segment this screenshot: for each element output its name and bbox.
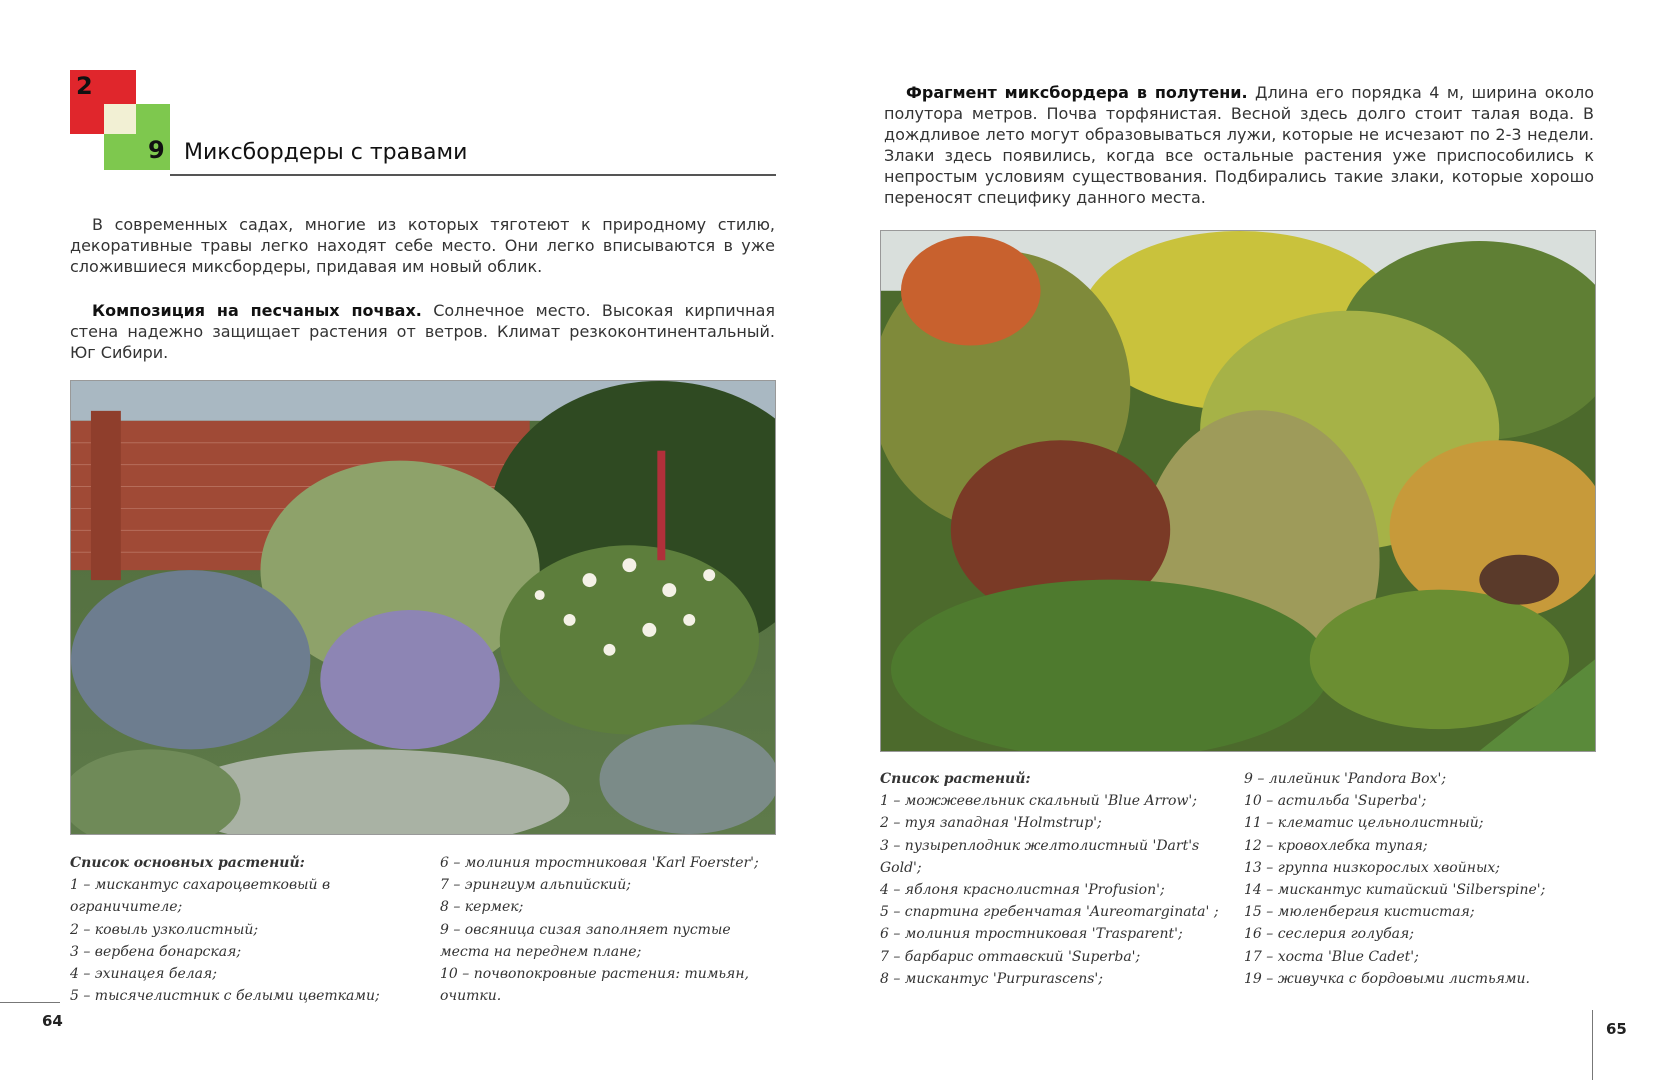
list-item: 3 – вербена бонарская; — [70, 943, 242, 960]
title-rule — [170, 174, 776, 176]
list-item: 12 – кровохлебка тупая; — [1244, 837, 1428, 854]
plant-list-heading-left: Список основных растений: — [70, 855, 305, 871]
chapter-overlap-square — [104, 104, 136, 134]
list-item: 11 – клематис цельнолистный; — [1244, 815, 1484, 832]
plant-list-left-col1 — [70, 852, 430, 1007]
section-paragraph-right — [884, 82, 1594, 208]
list-item: 8 – кермек; — [440, 899, 524, 916]
footer-rule-right — [1592, 1010, 1593, 1080]
footer-rule-left — [0, 1002, 60, 1003]
section-text-right: Длина его порядка 4 м, ширина около полутора метров. Почва торфянистая. Весной здесь долго стоит талая вода. В дождливое лето могут образовываться лужи, которые не исчезают по 2-3 недели. Злаки здесь появились, когда все остальные растения уже приспособились к непростым условиям существования. Подбирались такие злаки, которые хорошо переносят специфику данного места. — [884, 83, 1594, 207]
garden-photo-partial-shade — [880, 230, 1596, 752]
list-item: 9 – овсяница сизая заполняет пустые места на переднем плане; — [440, 921, 731, 960]
plant-list-heading-right: Список растений: — [880, 771, 1031, 787]
plant-list-right-col1 — [880, 768, 1230, 990]
chapter-title: Миксбордеры с травами — [184, 140, 468, 165]
page-number-right: 65 — [1606, 1020, 1627, 1038]
list-item: 16 – сеслерия голубая; — [1244, 926, 1414, 943]
chapter-number-bottom: 9 — [148, 136, 165, 164]
list-item: 19 – живучка с бордовыми листьями. — [1244, 970, 1530, 987]
list-item: 3 – пузыреплодник желтолистный 'Dart's Gold'; — [880, 837, 1200, 876]
section-heading-left: Композиция на песчаных почвах. — [92, 301, 422, 320]
list-item: 5 – тысячелистник с белыми цветками; — [70, 988, 380, 1005]
list-item: 10 – почвопокровные растения: тимьян, очитки. — [440, 966, 749, 1005]
list-item: 1 – мискантус сахароцветковый в ограничителе; — [70, 877, 331, 916]
list-item: 5 – спартина гребенчатая 'Aureomarginata' ; — [880, 904, 1219, 921]
list-item: 1 – можжевельник скальный 'Blue Arrow'; — [880, 793, 1197, 810]
garden-photo-sunny — [70, 380, 776, 835]
list-item: 14 – мискантус китайский 'Silberspine'; — [1244, 882, 1546, 899]
plant-list-left-col2 — [440, 852, 780, 1007]
chapter-number-top: 2 — [76, 72, 93, 100]
section-text-left: Солнечное место. Высокая кирпичная стена надежно защищает растения от ветров. Климат резкоконтинентальный. Юг Сибири. — [70, 301, 775, 362]
list-item: 2 – туя западная 'Holmstrup'; — [880, 815, 1102, 832]
list-item: 6 – молиния тростниковая 'Karl Foerster'; — [440, 855, 759, 871]
list-item: 7 – эрингиум альпийский; — [440, 877, 632, 894]
page-number-left: 64 — [42, 1012, 63, 1030]
list-item: 4 – эхинацея белая; — [70, 966, 217, 983]
list-item: 15 – мюленбергия кистистая; — [1244, 904, 1475, 921]
right-page — [830, 0, 1661, 1080]
plant-list-right-col2 — [1244, 768, 1596, 990]
section-paragraph-left — [70, 300, 775, 363]
section-heading-right: Фрагмент миксбордера в полутени. — [906, 83, 1248, 102]
left-page — [0, 0, 830, 1080]
list-item: 10 – астильба 'Superba'; — [1244, 793, 1427, 810]
list-item: 6 – молиния тростниковая 'Trasparent'; — [880, 926, 1183, 943]
list-item: 13 – группа низкорослых хвойных; — [1244, 859, 1500, 876]
intro-paragraph: В современных садах, многие из которых тяготеют к природному стилю, декоративные травы легко находят себе место. Они легко вписываются в уже сложившиеся миксбордеры, придавая им новый облик. — [70, 215, 775, 276]
list-item: 7 – барбарис оттавский 'Superba'; — [880, 948, 1141, 965]
chapter-marker — [70, 70, 170, 170]
list-item: 9 – лилейник 'Pandora Box'; — [1244, 771, 1447, 787]
list-item: 17 – хоста 'Blue Cadet'; — [1244, 948, 1419, 965]
list-item: 2 – ковыль узколистный; — [70, 921, 259, 938]
list-item: 8 – мискантус 'Purpurascens'; — [880, 970, 1103, 987]
list-item: 4 – яблоня краснолистная 'Profusion'; — [880, 882, 1165, 899]
